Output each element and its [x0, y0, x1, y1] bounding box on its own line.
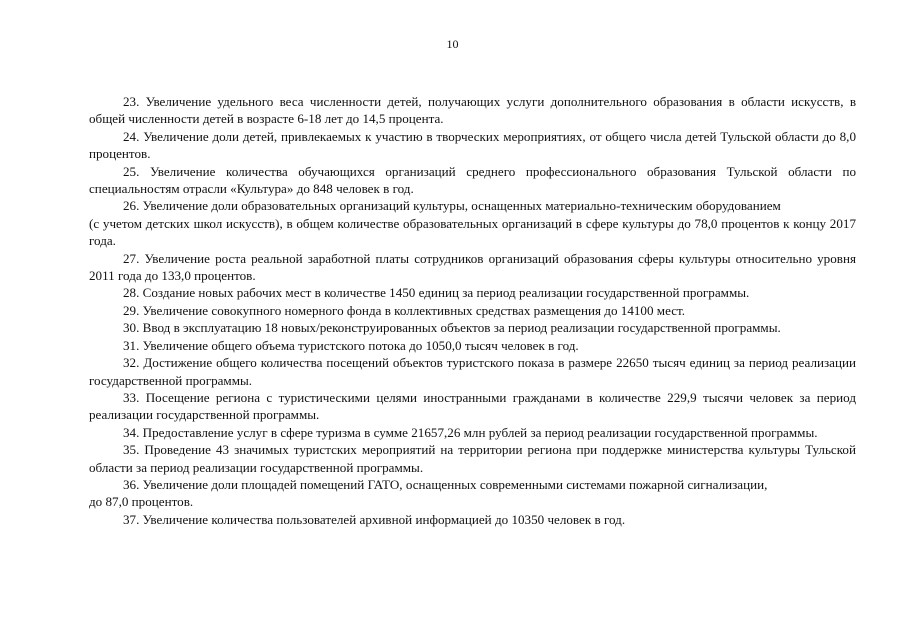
paragraph-item-25: 25. Увеличение количества обучающихся организаций среднего профессионального образования Тульской области по специальностям отрасли «Культура» до 848 человек в год. [89, 163, 856, 197]
paragraph-item-30: 30. Ввод в эксплуатацию 18 новых/реконструированных объектов за период реализации государственной программы. [123, 320, 781, 336]
paragraph-item-24: 24. Увеличение доли детей, привлекаемых к участию в творческих мероприятиях, от общего числа детей Тульской области до 8,0 процентов. [89, 128, 856, 162]
paragraph-item-31: 31. Увеличение общего объема туристского потока до 1050,0 тысяч человек в год. [123, 337, 579, 353]
paragraph-item-36: 36. Увеличение доли площадей помещений ГАТО, оснащенных современными системами пожарной сигнализации, [123, 476, 768, 492]
page-number: 10 [446, 37, 459, 51]
paragraph-item-26: 26. Увеличение доли образовательных организаций культуры, оснащенных материально-техническим оборудованием [123, 198, 781, 214]
paragraph-item-28: 28. Создание новых рабочих мест в количестве 1450 единиц за период реализации государственной программы. [123, 285, 750, 301]
paragraph-item-33: 33. Посещение региона с туристическими целями иностранными гражданами в количестве 229,9 тысячи человек за период реализации государственной программы. [89, 389, 856, 423]
paragraph-item-36-continuation: до 87,0 процентов. [89, 494, 194, 510]
paragraph-item-27: 27. Увеличение роста реальной заработной платы сотрудников организаций образования сферы культуры относительно уровня 2011 года до 133,0 процентов. [89, 250, 856, 284]
paragraph-item-35: 35. Проведение 43 значимых туристских мероприятий на территории региона при поддержке министерства культуры Тульской области за период реализации государственной программы. [89, 442, 856, 475]
paragraph-item-34: 34. Предоставление услуг в сфере туризма в сумме 21657,26 млн рублей за период реализации государственной программы. [123, 424, 818, 440]
paragraph-item-29: 29. Увеличение совокупного номерного фонда в коллективных средствах размещения до 14100 мест. [123, 302, 686, 318]
paragraph-item-23: 23. Увеличение удельного веса численности детей, получающих услуги дополнительного образования в области искусств, в общей численности детей в возрасте 6-18 лет до 14,5 процента. [89, 94, 856, 127]
paragraph-item-32: 32. Достижение общего количества посещений объектов туристского показа в размере 22650 тысяч единиц за период реализации государственной программы. [89, 355, 856, 388]
document-body [89, 93, 856, 528]
paragraph-item-37: 37. Увеличение количества пользователей архивной информацией до 10350 человек в год. [123, 511, 626, 527]
paragraph-item-26-continuation: (с учетом детских школ искусств), в общем количестве образовательных организаций в сфере культуры до 78,0 процентов к концу 2017 года. [89, 215, 856, 249]
